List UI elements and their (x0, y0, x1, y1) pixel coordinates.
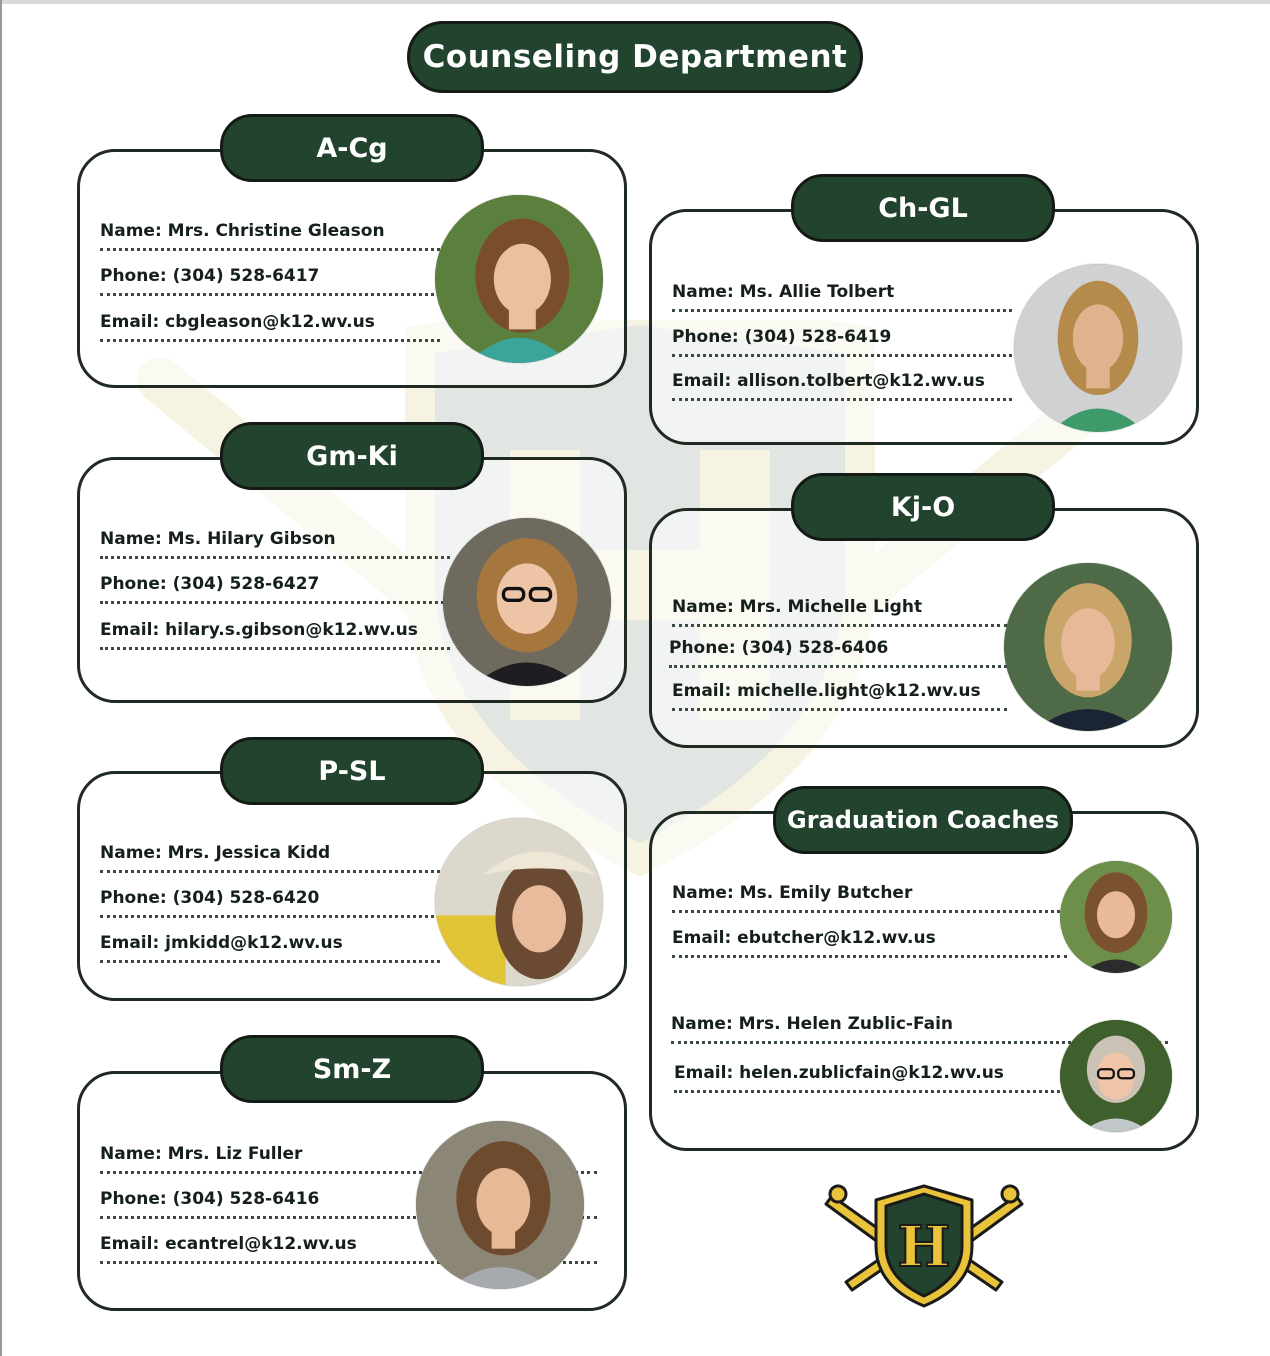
counselor-email[interactable]: Email: cbgleason@k12.wv.us (100, 312, 440, 342)
counselor-name: Name: Mrs. Michelle Light (672, 597, 1007, 627)
alpha-range-tab: P-SL (220, 737, 484, 805)
page-title: Counseling Department (407, 21, 863, 93)
school-crest-logo (824, 1182, 1024, 1308)
coach-name: Name: Mrs. Helen Zublic-Fain (671, 1014, 1168, 1044)
alpha-range-tab: Kj-O (791, 473, 1055, 541)
counselor-phone: Phone: (304) 528-6427 (100, 574, 450, 604)
coach-email[interactable]: Email: ebutcher@k12.wv.us (672, 928, 1067, 958)
coach-name: Name: Ms. Emily Butcher (672, 883, 1067, 913)
coach-photo (1060, 1020, 1172, 1132)
counselor-email[interactable]: Email: allison.tolbert@k12.wv.us (672, 371, 1012, 401)
counselor-phone: Phone: (304) 528-6406 (669, 638, 1007, 668)
alpha-range-tab: Ch-GL (791, 174, 1055, 242)
counselor-email[interactable]: Email: ecantrel@k12.wv.us (100, 1234, 597, 1264)
counselor-phone: Phone: (304) 528-6417 (100, 266, 440, 296)
counselor-name: Name: Ms. Hilary Gibson (100, 529, 450, 559)
alpha-range-tab: A-Cg (220, 114, 484, 182)
counselor-photo (443, 518, 611, 686)
coach-email[interactable]: Email: helen.zublicfain@k12.wv.us (674, 1063, 1066, 1093)
counselor-name: Name: Ms. Allie Tolbert (672, 282, 1012, 312)
counselor-email[interactable]: Email: hilary.s.gibson@k12.wv.us (100, 620, 450, 650)
coach-photo (1060, 861, 1172, 973)
counselor-name: Name: Mrs. Christine Gleason (100, 221, 440, 251)
counselor-phone: Phone: (304) 528-6419 (672, 327, 1012, 357)
counselor-photo (435, 195, 603, 363)
top-border (0, 0, 1270, 4)
counselor-name: Name: Mrs. Jessica Kidd (100, 843, 440, 873)
counselor-name: Name: Mrs. Liz Fuller (100, 1144, 597, 1174)
counselor-photo (435, 818, 603, 986)
coaches-tab: Graduation Coaches (773, 786, 1073, 854)
counselor-email[interactable]: Email: jmkidd@k12.wv.us (100, 933, 440, 963)
crest-letter: H (897, 1214, 951, 1280)
alpha-range-tab: Sm-Z (220, 1035, 484, 1103)
counselor-photo (416, 1121, 584, 1289)
left-border (0, 0, 2, 1356)
counselor-email[interactable]: Email: michelle.light@k12.wv.us (672, 681, 1007, 711)
counselor-photo (1014, 264, 1182, 432)
counselor-phone: Phone: (304) 528-6420 (100, 888, 440, 918)
counselor-photo (1004, 563, 1172, 731)
counselor-phone: Phone: (304) 528-6416 (100, 1189, 597, 1219)
alpha-range-tab: Gm-Ki (220, 422, 484, 490)
